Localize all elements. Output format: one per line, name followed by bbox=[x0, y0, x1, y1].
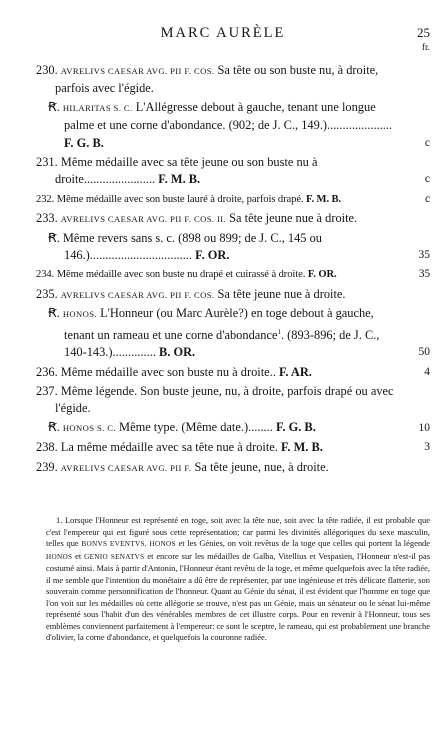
value-unit: fr. bbox=[421, 43, 430, 53]
rarity-value: c bbox=[424, 136, 430, 149]
metal-size: F. M. B. bbox=[280, 440, 323, 455]
entry-number: 238. bbox=[36, 440, 58, 455]
footnote-legend: GENIO SENATVS bbox=[84, 552, 145, 561]
entry-number: 236. bbox=[36, 364, 58, 379]
entry-number: 232. bbox=[36, 193, 55, 205]
footnote-legend: BONVS EVENTVS, HONOS bbox=[81, 540, 176, 549]
catalogue-entry bbox=[0, 439, 446, 456]
entry-description: Même type. (Même date.)........ bbox=[119, 419, 273, 434]
footnote-text: et les Génies, on voit revêtus de la toge que celles qui portent la légende bbox=[178, 538, 431, 549]
entry-number: 234. bbox=[36, 269, 55, 281]
catalogue-entry bbox=[0, 210, 446, 228]
reverse-entry bbox=[0, 419, 446, 437]
reverse-symbol: Ꞧ. bbox=[48, 419, 60, 434]
entry-description: L'Allégresse debout à gauche, tenant une longue palme et une corne d'abondance. (902; de J. C., 149.)..................... bbox=[64, 99, 393, 133]
reverse-entry bbox=[0, 230, 446, 265]
catalogue-entry bbox=[0, 383, 446, 418]
coin-legend: AVRELIVS CAESAR AVG. PII F. bbox=[60, 462, 192, 473]
catalogue-entry bbox=[0, 191, 446, 208]
metal-size: F. G. B. bbox=[64, 135, 104, 150]
entry-description: Sa tête ou son buste nu, à droite, parfois avec l'égide. bbox=[55, 63, 379, 96]
entry-description: Sa tête jeune nue à droite. bbox=[217, 286, 346, 301]
rarity-value: 4 bbox=[424, 365, 430, 378]
page-header bbox=[0, 25, 446, 53]
metal-size: B. OR. bbox=[159, 345, 196, 360]
coin-legend: AVRELIVS CAESAR AVG. PII F. COS. bbox=[60, 66, 215, 76]
metal-size: F. OR. bbox=[195, 248, 230, 263]
catalogue-entry bbox=[0, 286, 446, 304]
entry-description: Même médaille avec son buste nu drapé et cuirassé à droite. bbox=[56, 269, 306, 281]
entry-number: 237. bbox=[36, 384, 58, 399]
reverse-symbol: Ꞧ. bbox=[48, 99, 60, 114]
catalogue-entry bbox=[0, 62, 446, 98]
footnote-text: et bbox=[75, 550, 82, 561]
entry-description: Même médaille avec son buste lauré à droite, parfois drapé. bbox=[56, 193, 304, 205]
coin-legend: AVRELIVS CAESAR AVG. PII F. COS. II. bbox=[60, 214, 227, 225]
footnote-legend: HONOS bbox=[46, 552, 73, 561]
entry-description: Même médaille avec son buste nu à droite.. bbox=[60, 364, 276, 379]
rarity-value: 50 bbox=[418, 346, 430, 359]
coin-legend: HONOS S. C. bbox=[62, 422, 116, 433]
footnote bbox=[46, 515, 430, 644]
entry-number: 239. bbox=[36, 459, 58, 474]
rarity-value: c bbox=[424, 173, 430, 186]
entry-description: Même légende. Son buste jeune, nu, à droite, parfois drapé ou avec l'égide. bbox=[55, 384, 394, 416]
reverse-symbol: Ꞧ. bbox=[48, 230, 60, 245]
coin-legend: HILARITAS S. C. bbox=[62, 102, 133, 113]
catalogue-entry bbox=[0, 459, 446, 477]
metal-size: F. M. B. bbox=[306, 193, 342, 205]
footnote-number: 1. bbox=[56, 515, 63, 525]
rarity-value: 35 bbox=[418, 249, 430, 262]
entry-number: 233. bbox=[36, 211, 58, 226]
metal-size: F. M. B. bbox=[158, 172, 201, 187]
reverse-entry bbox=[0, 99, 446, 152]
entry-number: 230. bbox=[36, 63, 58, 77]
rarity-value: 35 bbox=[418, 268, 430, 281]
metal-size: F. AR. bbox=[278, 364, 312, 379]
entry-description: Sa tête jeune, nue, à droite. bbox=[194, 459, 329, 474]
rarity-value: 3 bbox=[424, 441, 430, 454]
entry-description: Même médaille avec sa tête jeune ou son buste nu à droite....................... bbox=[55, 155, 318, 187]
metal-size: F. G. B. bbox=[275, 419, 316, 434]
rarity-value: 10 bbox=[418, 421, 430, 434]
entry-description: La même médaille avec sa tête nue à droite. bbox=[60, 440, 278, 455]
coin-legend: HONOS. bbox=[62, 309, 97, 320]
catalogue-entry bbox=[0, 266, 446, 283]
catalogue-entry bbox=[0, 154, 446, 189]
reverse-entry bbox=[0, 305, 446, 361]
footnote-text: Lorsque l'Honneur est représenté en toge, soit avec la tête nue, soit avec la tête radiée, il est probable que c'est l'empereur qui est figuré sous cette représentation; car parmi les divinités allégoriques du sexe masculin, telles que bbox=[46, 515, 430, 549]
metal-size: F. OR. bbox=[307, 269, 337, 281]
entry-number: 235. bbox=[36, 286, 58, 301]
page-number: 25 bbox=[417, 25, 430, 40]
entry-number: 231. bbox=[36, 155, 58, 170]
catalogue-entry bbox=[0, 364, 446, 381]
entry-description: L'Honneur (ou Marc Aurèle?) en toge debout à gauche, tenant un rameau et une corne d'abondance bbox=[64, 306, 374, 342]
rarity-value: c bbox=[424, 192, 430, 205]
entry-description: Sa tête jeune nue à droite. bbox=[229, 211, 358, 226]
reverse-symbol: Ꞧ. bbox=[48, 306, 60, 321]
footnote-marker: 1 bbox=[277, 327, 281, 336]
running-title: MARC AURÈLE bbox=[160, 25, 286, 41]
footnote-text: et encore sur les médailles de Galba, Vitellius et Vespasien, l'Honneur n'est-il pas costumé ainsi. Mais à partir d'Antonin, l'Honneur étant revêtu de la toge, et même quelquefois avec la tête radiée, il me semble que l'intention du monétaire a dû être de représenter, par une ingénieuse et très délicate flatterie, son souverain comme personnification de l'honneur. Quant au Génie du sénat, il est évident que l'homme en toge que l'on voit sur les médailles où cette allégorie se trouve, n'est pas un Génie, mais un sénateur ou le sénat lui-même représenté sous l'habit d'un des vénérables membres de cet illustre corps. Pour en revenir à l'Honneur, tous ses emblèmes conviennent parfaitement à l'empereur: ce sont le sceptre, le rameau, qui est probablement une branche d'olivier, la corne d'abondance, et quelquefois la couronne radiée. bbox=[46, 550, 431, 643]
coin-legend: AVRELIVS CAESAR AVG. PII F. COS. bbox=[60, 289, 215, 300]
entry-description-continued: . (893-896; de J. C., 140-143.).............. bbox=[64, 327, 380, 360]
entry-description: Même revers sans s. c. (898 ou 899; de J. C., 145 ou 146.)................................. bbox=[62, 230, 322, 263]
coin-catalogue bbox=[0, 62, 446, 477]
